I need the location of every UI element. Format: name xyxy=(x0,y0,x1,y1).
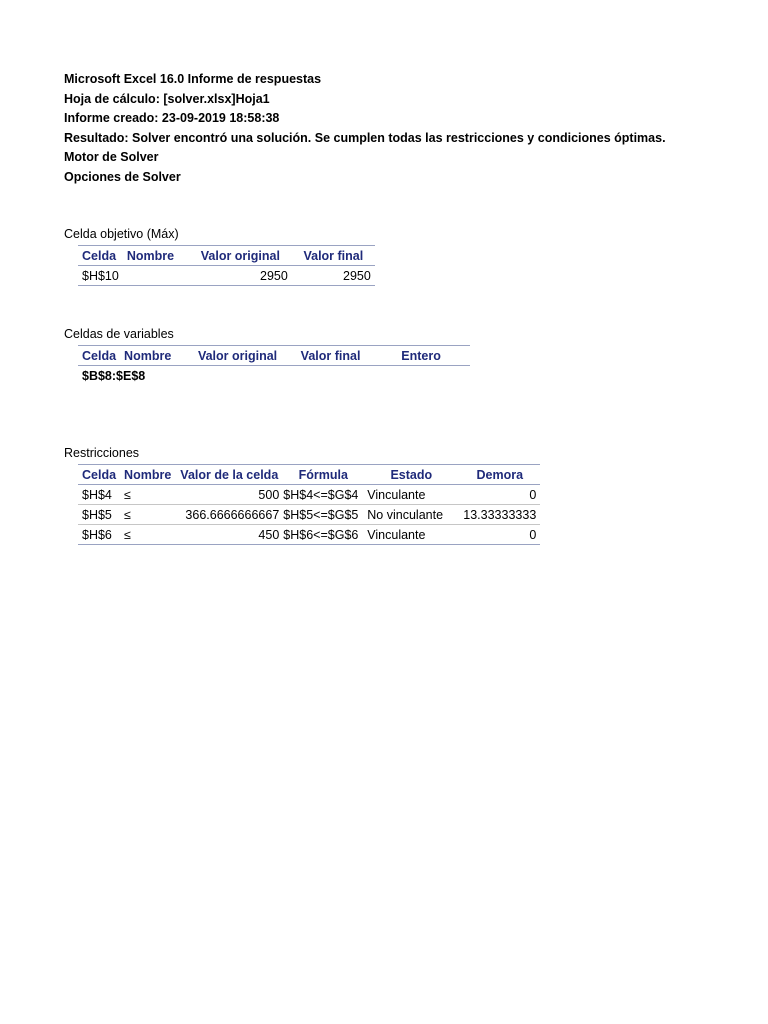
col-header: Valor de la celda xyxy=(175,465,283,485)
col-header: Nombre xyxy=(120,465,175,485)
cell xyxy=(123,266,189,286)
result-line: Resultado: Solver encontró una solución. Se cumplen todas las restricciones y condiciones óptimas. xyxy=(64,130,666,145)
cell: 0 xyxy=(459,485,540,505)
table-row xyxy=(78,266,375,286)
col-header: Valor final xyxy=(289,346,372,366)
options-line: Opciones de Solver xyxy=(64,169,181,184)
cell: 0 xyxy=(459,525,540,545)
report-title: Microsoft Excel 16.0 Informe de respuestas xyxy=(64,72,322,86)
cell: 366.6666666667 xyxy=(175,505,283,525)
col-header: Fórmula xyxy=(283,465,363,485)
col-header: Estado xyxy=(363,465,459,485)
col-header: Valor final xyxy=(292,246,375,266)
variables-section-title: Celdas de variables xyxy=(64,327,174,341)
col-header: Celda xyxy=(78,246,123,266)
cell: $H$5 xyxy=(78,505,120,525)
created-line: Informe creado: 23-09-2019 18:58:38 xyxy=(64,111,280,125)
report-header xyxy=(64,70,666,187)
cell: 450 xyxy=(175,525,283,545)
table-row xyxy=(78,525,540,545)
constraints-section-title: Restricciones xyxy=(64,446,140,460)
col-header: Entero xyxy=(372,346,470,366)
col-header: Demora xyxy=(459,465,540,485)
cell: $B$8:$E$8 xyxy=(82,368,146,383)
col-header: Celda xyxy=(78,465,120,485)
cell: Vinculante xyxy=(363,525,459,545)
cell: $H$4<=$G$4 xyxy=(283,485,363,505)
cell: $H$4 xyxy=(78,485,120,505)
col-header: Nombre xyxy=(123,246,189,266)
cell: ≤ xyxy=(120,485,175,505)
cell: $H$6 xyxy=(78,525,120,545)
cell: ≤ xyxy=(120,525,175,545)
worksheet-line: Hoja de cálculo: [solver.xlsx]Hoja1 xyxy=(64,91,270,106)
table-row xyxy=(78,485,540,505)
cell: ≤ xyxy=(120,505,175,525)
cell: $H$6<=$G$6 xyxy=(283,525,363,545)
constraints-table xyxy=(78,464,540,545)
engine-line: Motor de Solver xyxy=(64,150,159,164)
objective-table xyxy=(78,245,375,286)
cell: Vinculante xyxy=(363,485,459,505)
table-row xyxy=(78,505,540,525)
table-row xyxy=(78,366,470,386)
cell: No vinculante xyxy=(363,505,459,525)
objective-section-title: Celda objetivo (Máx) xyxy=(64,227,179,241)
cell: 2950 xyxy=(292,266,375,286)
cell: 13.33333333 xyxy=(459,505,540,525)
col-header: Nombre xyxy=(120,346,186,366)
variables-table xyxy=(78,345,470,385)
cell: $H$10 xyxy=(78,266,123,286)
col-header: Celda xyxy=(78,346,120,366)
col-header: Valor original xyxy=(186,346,289,366)
cell: 500 xyxy=(175,485,283,505)
col-header: Valor original xyxy=(189,246,292,266)
cell: 2950 xyxy=(189,266,292,286)
cell: $H$5<=$G$5 xyxy=(283,505,363,525)
